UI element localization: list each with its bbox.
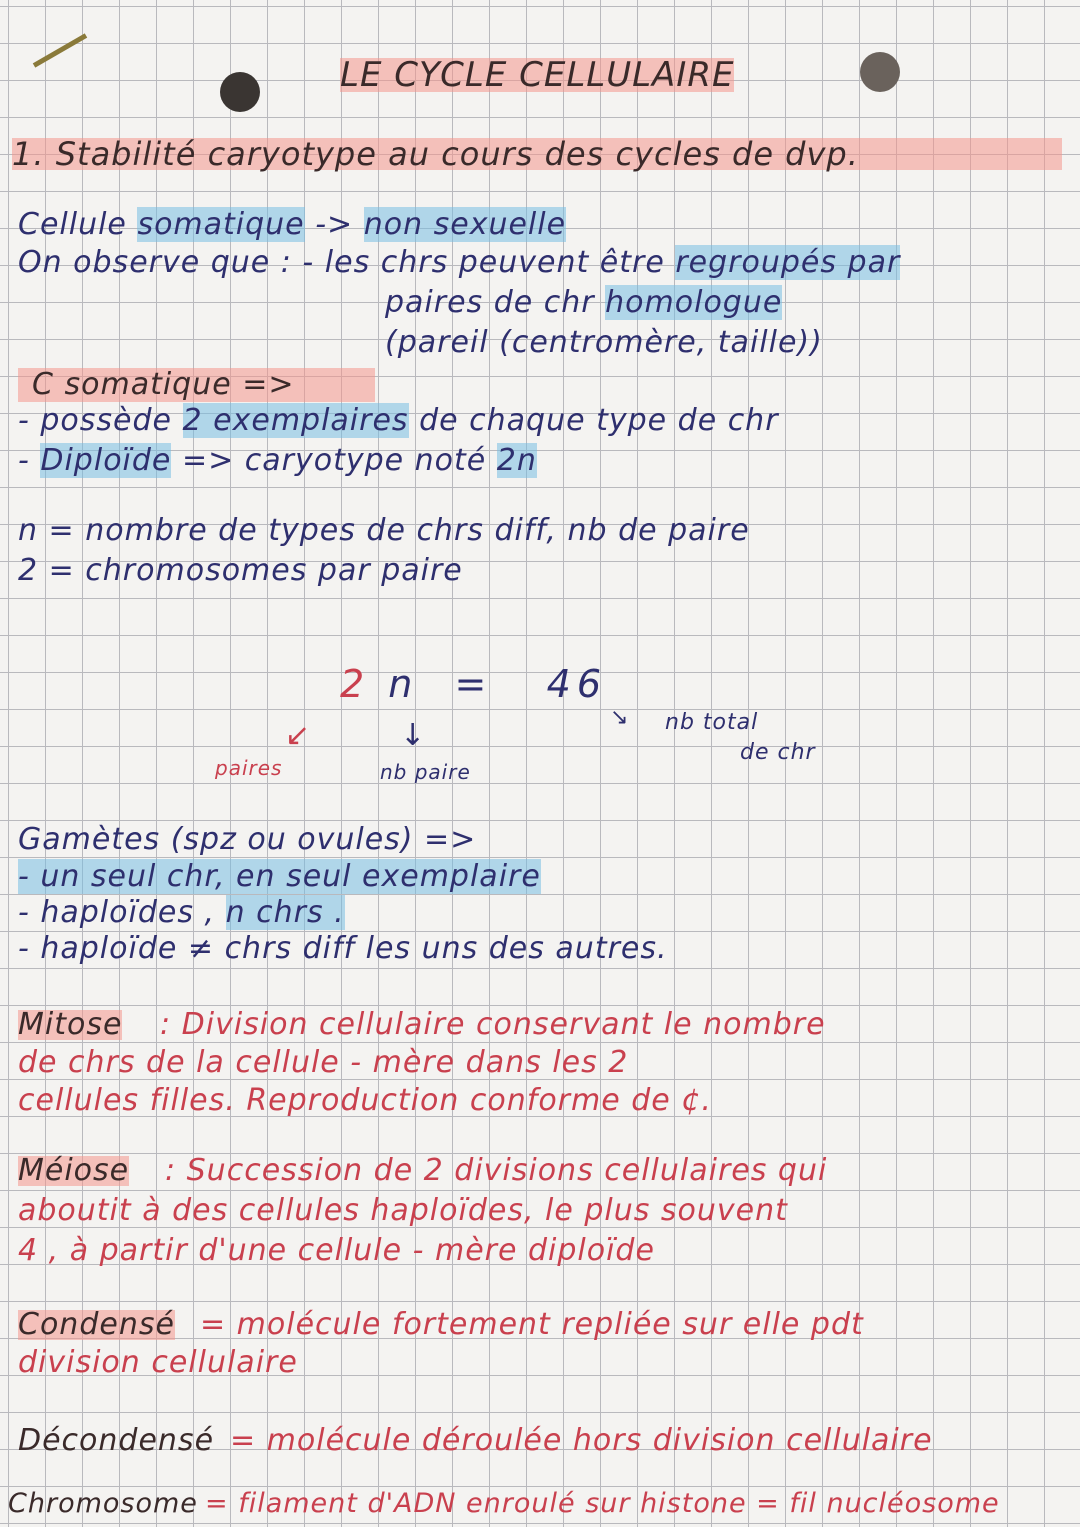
meiose-def: : Succession de 2 divisions cellulaires qui [165, 1153, 828, 1188]
text: de chaque type de chr [419, 403, 779, 438]
binder-hole [220, 72, 260, 112]
label-nb-paire: nb paire [380, 760, 471, 784]
text: somatique [137, 207, 305, 242]
text: n [388, 662, 419, 706]
csom-label: C somatique => [18, 368, 375, 402]
text: - [18, 443, 30, 478]
term-condense: Condensé [18, 1307, 175, 1342]
text: homologue [605, 285, 783, 320]
text: - haploïde [18, 931, 178, 966]
term-chromosome: Chromosome [8, 1488, 198, 1519]
gametes-item [18, 895, 345, 930]
text: n chrs . [225, 895, 345, 930]
meiose-def: 4 , à partir d'une cellule - mère diploïde [18, 1233, 655, 1268]
gametes-label: Gamètes (spz ou ovules) => [18, 822, 477, 857]
text: 46 [546, 662, 607, 706]
label-nb-total: nb total [665, 710, 759, 735]
text: paires de chr [385, 285, 595, 320]
text: - un seul chr, en seul exemplaire [18, 859, 541, 894]
text: => caryotype noté [181, 443, 487, 478]
term-meiose: Méiose [18, 1153, 130, 1188]
text: regroupés par [675, 245, 901, 280]
text: non sexuelle [363, 207, 567, 242]
condense-def: = molécule fortement repliée sur elle pdt [200, 1307, 864, 1342]
observe-line [18, 245, 901, 280]
pencil-mark [33, 33, 87, 67]
text: ≠ [187, 931, 215, 966]
meiose-def: aboutit à des cellules haploïdes, le plus souvent [18, 1193, 788, 1228]
page-title: LE CYCLE CELLULAIRE [340, 55, 735, 95]
observe-line-2 [385, 285, 783, 320]
definition-2: 2 = chromosomes par paire [18, 553, 463, 588]
text: Cellule [18, 207, 127, 242]
text: On observe que : - les chrs peuvent être [18, 245, 665, 280]
csom-diplo [18, 443, 537, 478]
text: 2 exemplaires [182, 403, 409, 438]
term-decondense: Décondensé [18, 1423, 215, 1458]
text: chrs diff les uns des autres. [224, 931, 668, 966]
gametes-item [18, 931, 668, 966]
csom-item [18, 403, 779, 438]
text: 2n [496, 443, 537, 478]
somatic-line [18, 207, 567, 242]
section-heading: 1. Stabilité caryotype au cours des cycles de dvp. [12, 138, 1062, 170]
mitose-def: : Division cellulaire conservant le nombre [160, 1007, 826, 1042]
gametes-item [18, 859, 541, 894]
observe-line-3: (pareil (centromère, taille)) [385, 325, 823, 360]
label-de-chr: de chr [740, 740, 816, 765]
condense-def: division cellulaire [18, 1345, 298, 1380]
term-mitose: Mitose [18, 1007, 123, 1042]
text: Diploïde [40, 443, 172, 478]
mitose-def: cellules filles. Reproduction conforme de ¢. [18, 1083, 712, 1118]
decondense-def: = molécule déroulée hors division cellulaire [230, 1423, 933, 1458]
chromosome-def: = filament d'ADN enroulé sur histone = fil nucléosome [205, 1488, 1000, 1519]
text: -> [315, 207, 354, 242]
label-paires: paires [215, 756, 283, 780]
text: = [454, 662, 493, 706]
binder-hole [860, 52, 900, 92]
arrow-down-icon: ↓ [400, 718, 426, 753]
mitose-def: de chrs de la cellule - mère dans les 2 [18, 1045, 629, 1080]
formula [340, 662, 607, 706]
text: 2 [340, 662, 371, 706]
text: - possède [18, 403, 172, 438]
text: - haploïdes , [18, 895, 216, 930]
arrow-icon: ↘ [610, 705, 629, 730]
arrow-icon: ↙ [285, 718, 311, 753]
definition-n: n = nombre de types de chrs diff, nb de paire [18, 513, 750, 548]
